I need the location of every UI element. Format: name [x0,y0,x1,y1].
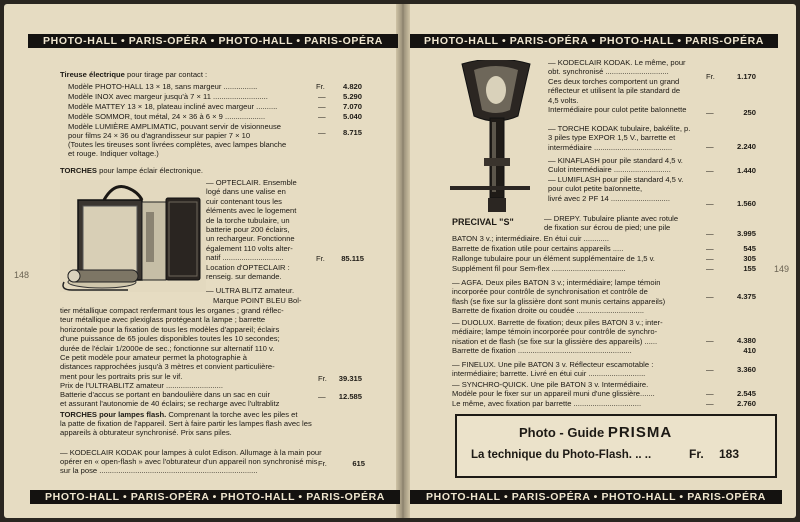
agfa-currency: — [706,292,714,301]
accessory-item: Rallonge tubulaire pour un élément supplémentaire de 1,5 v. [452,254,655,263]
entry-currency: — [706,108,714,117]
entry-price: 1.170 [736,72,756,81]
ultra-head: Marque POINT BLEU Bol- [213,296,302,305]
prisma-advert-box [455,414,777,478]
drepy-price: 3.995 [736,229,756,238]
torches-flash-line: appareils à obturateur synchronisé. Prix sans piles. [60,428,232,437]
accessory-item: Supplément fil pour Sem-flex ................................... [452,264,626,273]
opteclair-line: un rechargeur. Fonctionne [206,234,295,244]
opteclair-line: éléments avec le logement [206,206,297,216]
torches-heading [60,166,203,176]
torches-flash-line: la patte de fixation de l'appareil. Sert à faire partir les lampes flash avec les [60,419,312,428]
prisma-currency: Fr. [689,447,704,461]
tireuse-item-price: 4.820 [342,82,362,91]
accessory-currency: — [706,264,714,273]
entry-price: 250 [743,108,756,117]
ultra-prix-currency: Fr. [318,374,327,383]
tireuse-item-price: 5.040 [342,112,362,121]
duolux-currency: — [706,336,714,345]
opteclair-price: 85.115 [341,254,364,263]
finelux-description [452,360,706,379]
entry-line: réflecteur et utilisent la pile standard de [548,86,681,96]
finelux-currency: — [706,365,714,374]
kodeclair-line: — KODECLAIR KODAK pour lampes à culot Edison. Allumage à la main pour [60,448,322,457]
opteclair-location: Location d'OPTECLAIR : [206,262,290,272]
ultra-line: ment pour les portraits pris sur le vif. [60,371,183,381]
duolux-price: 410 [743,346,756,355]
entry-line: Culot intermédiaire ........................... [548,165,671,175]
finelux-line: intermédiaire; barrette. Livré en étui cuir ........................... [452,369,646,379]
page-number-right: 149 [774,264,790,274]
ultra-line: durée de l'éclair 1/2000e de sec.; fonctionne sur alternatif 110 v. [60,343,275,353]
synchro-line: Modèle pour le fixer sur un appareil muni d'une glissière....... [452,389,655,399]
ultra-batterie: et assurant l'autonomie de 40 éclairs; se recharge avec l'ultrablitz [60,399,280,408]
tireuse-item-price: 7.070 [342,102,362,111]
synchro-line: Le même, avec fixation par barrette ................................ [452,398,642,408]
entry-currency: — [706,199,714,208]
ultra-batterie: Batterie d'accus se portant en bandoulière dans un sac en cuir [60,390,270,399]
kodeclair-price: 615 [352,459,365,468]
entry-line: — LUMIFLASH pour pile standard 4,5 v. [548,174,684,184]
opteclair-line: également 110 volts alter- [206,243,293,253]
duolux-line: médiaire; lampe témoin incorporée pour contrôle de synchro- [452,327,658,337]
torches-subtitle: pour lampe éclair électronique. [97,166,203,175]
entry-line: 3 piles type EXPOR 1,5 V., barrette et [548,133,676,143]
entry-line: pour culot petite baïonnette, [548,184,643,194]
page-number-left: 148 [14,270,30,280]
tireuse-item-currency: — [318,102,326,111]
accessory-currency: — [706,244,714,253]
tireuse-note: (Toutes les tireuses sont livrées complètes, avec lampes blanche [68,140,287,149]
opteclair-line: — OPTECLAIR. Ensemble [206,178,297,187]
tireuse-item: Modèle LUMIÈRE AMPLIMATIC, pouvant servir de visionneuse [68,122,281,131]
entry-price: 2.240 [736,142,756,151]
header-band-right: PHOTO-HALL • PARIS-OPÉRA • PHOTO-HALL • PARIS-OPÉRA [410,34,778,48]
drepy-line: BATON 3 v.; intermédiaire. En étui cuir ............ [452,234,609,243]
ultra-prix: Prix de l'ULTRABLITZ amateur ........................... [60,381,223,390]
opteclair-line: batterie pour 200 éclairs, [206,225,290,235]
synchro-price: 2.545 [736,389,756,398]
tireuse-item: Modèle PHOTO-HALL 13 × 18, sans margeur ................ [68,82,258,91]
agfa-line: incorporée pour contrôle de synchronisation et contrôle de [452,287,648,297]
synchro-line: — SYNCHRO-QUICK. Une pile BATON 3 v. Intermédiaire. [452,380,649,389]
tireuse-item: Modèle SOMMOR, tout métal, 24 × 36 à 6 × 9 ................... [68,112,266,121]
footer-band-left: PHOTO-HALL • PARIS-OPÉRA • PHOTO-HALL • PARIS-OPÉRA [30,490,400,504]
footer-band-right: PHOTO-HALL • PARIS-OPÉRA • PHOTO-HALL • PARIS-OPÉRA [410,490,782,504]
tireuse-item-currency: — [318,128,326,137]
tireuse-item: Modèle MATTEY 13 × 18, plateau incliné avec margeur .......... [68,102,278,111]
synchro-currency: — [706,389,714,398]
tireuse-item-currency: Fr. [316,82,325,91]
entry-line: intermédiaire ..................................... [548,142,673,152]
entry-line: — TORCHE KODAK tubulaire, bakélite, p. [548,124,691,133]
agfa-price: 4.375 [736,292,756,301]
finelux-line: — FINELUX. Une pile BATON 3 v. Réflecteur escamotable : [452,360,654,369]
entry-line: obt. synchronisé .............................. [548,67,669,77]
tireuse-note: pour films 24 × 36 ou d'agrandisseur sur papier 7 × 10 [68,131,251,140]
book-gutter [396,4,410,518]
duolux-description [452,318,706,356]
prisma-title-brand: PRISMA [607,424,673,441]
prisma-title-lead: Photo - Guide [519,425,608,440]
duolux-line: nisation et de flash (se fixe sur la glissière des appareils) ...... [452,336,658,346]
ultra-line: tier métallique compact renfermant tous les organes ; grand réflec- [60,306,284,315]
header-band-left: PHOTO-HALL • PARIS-OPÉRA • PHOTO-HALL • PARIS-OPÉRA [28,34,398,48]
ultra-batterie-price: 12.585 [338,392,362,401]
agfa-line: flash (se fixe sur la glissière dont sont munis certains appareils) [452,296,666,306]
right-entry-kinaflash [548,156,708,203]
torches-title: TORCHES [60,166,97,175]
flash-gun-illustration [448,60,544,216]
entry-currency: — [706,142,714,151]
synchro-description [452,380,706,408]
finelux-price: 3.360 [736,365,756,374]
ultra-line: Ce petit modèle pour amateur permet la photographie à [60,353,248,363]
opteclair-description [206,178,336,281]
kodeclair-line: sur la pose ........................................................................... [60,466,258,475]
ultra-batterie-currency: — [318,392,326,401]
opteclair-location: renseig. sur demande. [206,272,282,282]
ultra-line: distances rapprochées jusqu'à 3 mètres et convient particulière- [60,362,275,372]
opteclair-line: cuir contenant tous les [206,196,282,206]
opteclair-currency: Fr. [316,254,325,263]
agfa-line: Barrette de fixation droite ou coudée ................................ [452,306,645,316]
agfa-description [452,278,706,316]
tireuse-item-price: 5.290 [342,92,362,101]
tireuse-item-currency: — [318,92,326,101]
tireuse-subtitle: pour tirage par contact : [124,70,208,79]
prisma-title [519,424,672,441]
tireuse-note: et rouge. Indiquer voltage.) [68,149,159,158]
drepy-line: de fixation sur écrou de pied; une pile [544,223,671,233]
entry-line: 4,5 volts. [548,95,579,105]
duolux-price: 4.380 [736,336,756,345]
duolux-line: Barrette de fixation ...................................................... [452,346,632,356]
tireuse-title: Tireuse électrique [60,70,125,79]
tireuse-item: Modèle INOX avec margeur jusqu'à 7 × 11 .......................... [68,92,268,101]
drepy-currency: — [706,229,714,238]
entry-currency: Fr. [706,72,715,81]
entry-line: — KODECLAIR KODAK. Le même, pour [548,58,686,67]
ultra-description [60,306,360,381]
opteclair-line: logé dans une valise en [206,187,286,197]
prisma-price: 183 [719,447,740,461]
ultra-prix-price: 39.315 [338,374,362,383]
ultra-head: — ULTRA BLITZ amateur. [206,286,295,295]
tireuse-heading [60,70,207,80]
opteclair-line: de la torche tubulaire, un [206,215,290,225]
kodeclair-line: opérer en « open-flash » avec l'obturateur d'un appareil non synchronisé mis [60,457,318,466]
ultra-line: horizontale pour la fixation de tous les modèles d'appareil; éclairs [60,324,280,334]
entry-line: livré avec 2 PF 14 ............................ [548,193,670,203]
duolux-line: — DUOLUX. Barrette de fixation; deux piles BATON 3 v.; inter- [452,318,663,327]
torches-flash-title: TORCHES pour lampes flash. [60,410,167,419]
accessory-price: 545 [743,244,756,253]
entry-currency: — [706,166,714,175]
torches-flash-line: Comprenant la torche avec les piles et [166,410,298,419]
ultra-line: teur métallique avec plexiglass protégeant la lampe ; barrette [60,315,266,325]
entry-line: — KINAFLASH pour pile standard 4,5 v. [548,156,683,165]
opteclair-case-illustration [58,178,208,294]
right-entry-torche-kodak [548,124,708,152]
tireuse-item-price: 8.715 [342,128,362,137]
accessory-price: 305 [743,254,756,263]
ultra-line: d'une puissance de 65 joules disponibles toutes les 10 secondes; [60,334,280,344]
prisma-subtitle: La technique du Photo-Flash. .. .. [471,449,652,461]
drepy-line: — DREPY. Tubulaire pliante avec rotule [544,214,679,223]
right-entry-kodeclair [548,58,708,114]
kodeclair-currency: Fr. [318,459,327,468]
tireuse-item-currency: — [318,112,326,121]
accessory-item: Barrette de fixation utile pour certains appareils ..... [452,244,624,253]
entry-price: 1.440 [736,166,756,175]
drepy-description [544,214,706,233]
synchro-currency: — [706,399,714,408]
opteclair-line: natif ............................. [206,253,284,263]
entry-line: Ces deux torches comportent un grand [548,76,680,86]
accessory-price: 155 [743,264,756,273]
entry-price: 1.560 [736,199,756,208]
entry-line: Intermédiaire pour culot petite baïonnette [548,105,687,115]
precival-label: PRECIVAL "S" [452,217,514,227]
synchro-price: 2.760 [736,399,756,408]
agfa-line: — AGFA. Deux piles BATON 3 v.; intermédiaire; lampe témoin [452,278,661,287]
accessory-currency: — [706,254,714,263]
